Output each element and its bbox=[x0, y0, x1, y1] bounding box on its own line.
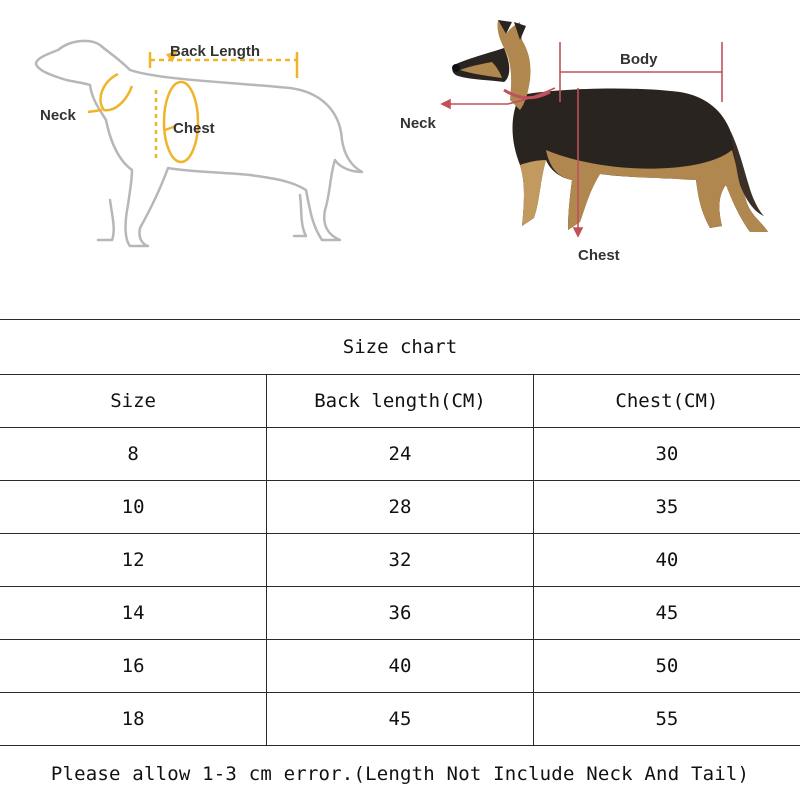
size-cell: 8 bbox=[0, 428, 267, 481]
back-length-cell: 32 bbox=[267, 534, 534, 587]
back-length-cell: 45 bbox=[267, 693, 534, 746]
caption-row bbox=[0, 320, 800, 375]
shepherd-dog-icon bbox=[452, 20, 768, 232]
table-row bbox=[0, 693, 800, 746]
size-cell: 14 bbox=[0, 587, 267, 640]
back-length-label: Back Length bbox=[170, 43, 261, 60]
table-row bbox=[0, 587, 800, 640]
chest-label: Chest bbox=[173, 120, 215, 137]
table-caption: Size chart bbox=[0, 320, 800, 375]
neck-label: Neck bbox=[40, 107, 76, 124]
back-length-cell: 28 bbox=[267, 481, 534, 534]
size-cell: 10 bbox=[0, 481, 267, 534]
outline-dog-diagram bbox=[0, 0, 400, 300]
header-row bbox=[0, 375, 800, 428]
chest-cell: 50 bbox=[533, 640, 800, 693]
table-row bbox=[0, 428, 800, 481]
neck-label-right: Neck bbox=[400, 115, 436, 132]
header-chest: Chest(CM) bbox=[533, 375, 800, 428]
size-chart-table bbox=[0, 319, 800, 746]
outline-dog-icon bbox=[36, 41, 362, 246]
size-cell: 12 bbox=[0, 534, 267, 587]
size-cell: 18 bbox=[0, 693, 267, 746]
chest-cell: 30 bbox=[533, 428, 800, 481]
chest-label-right: Chest bbox=[578, 247, 620, 264]
chest-cell: 40 bbox=[533, 534, 800, 587]
header-size: Size bbox=[0, 375, 267, 428]
footer-note: Please allow 1-3 cm error.(Length Not Include Neck And Tail) bbox=[50, 763, 750, 785]
table-row bbox=[0, 481, 800, 534]
measurement-diagrams bbox=[0, 0, 800, 300]
back-length-cell: 36 bbox=[267, 587, 534, 640]
measurement-markers bbox=[88, 52, 297, 162]
chest-cell: 45 bbox=[533, 587, 800, 640]
chest-cell: 35 bbox=[533, 481, 800, 534]
chest-cell: 55 bbox=[533, 693, 800, 746]
size-cell: 16 bbox=[0, 640, 267, 693]
table-row bbox=[0, 534, 800, 587]
table-row bbox=[0, 640, 800, 693]
body-label: Body bbox=[620, 51, 658, 68]
shepherd-dog-diagram bbox=[400, 0, 800, 300]
back-length-cell: 40 bbox=[267, 640, 534, 693]
back-length-cell: 24 bbox=[267, 428, 534, 481]
header-back-length: Back length(CM) bbox=[267, 375, 534, 428]
